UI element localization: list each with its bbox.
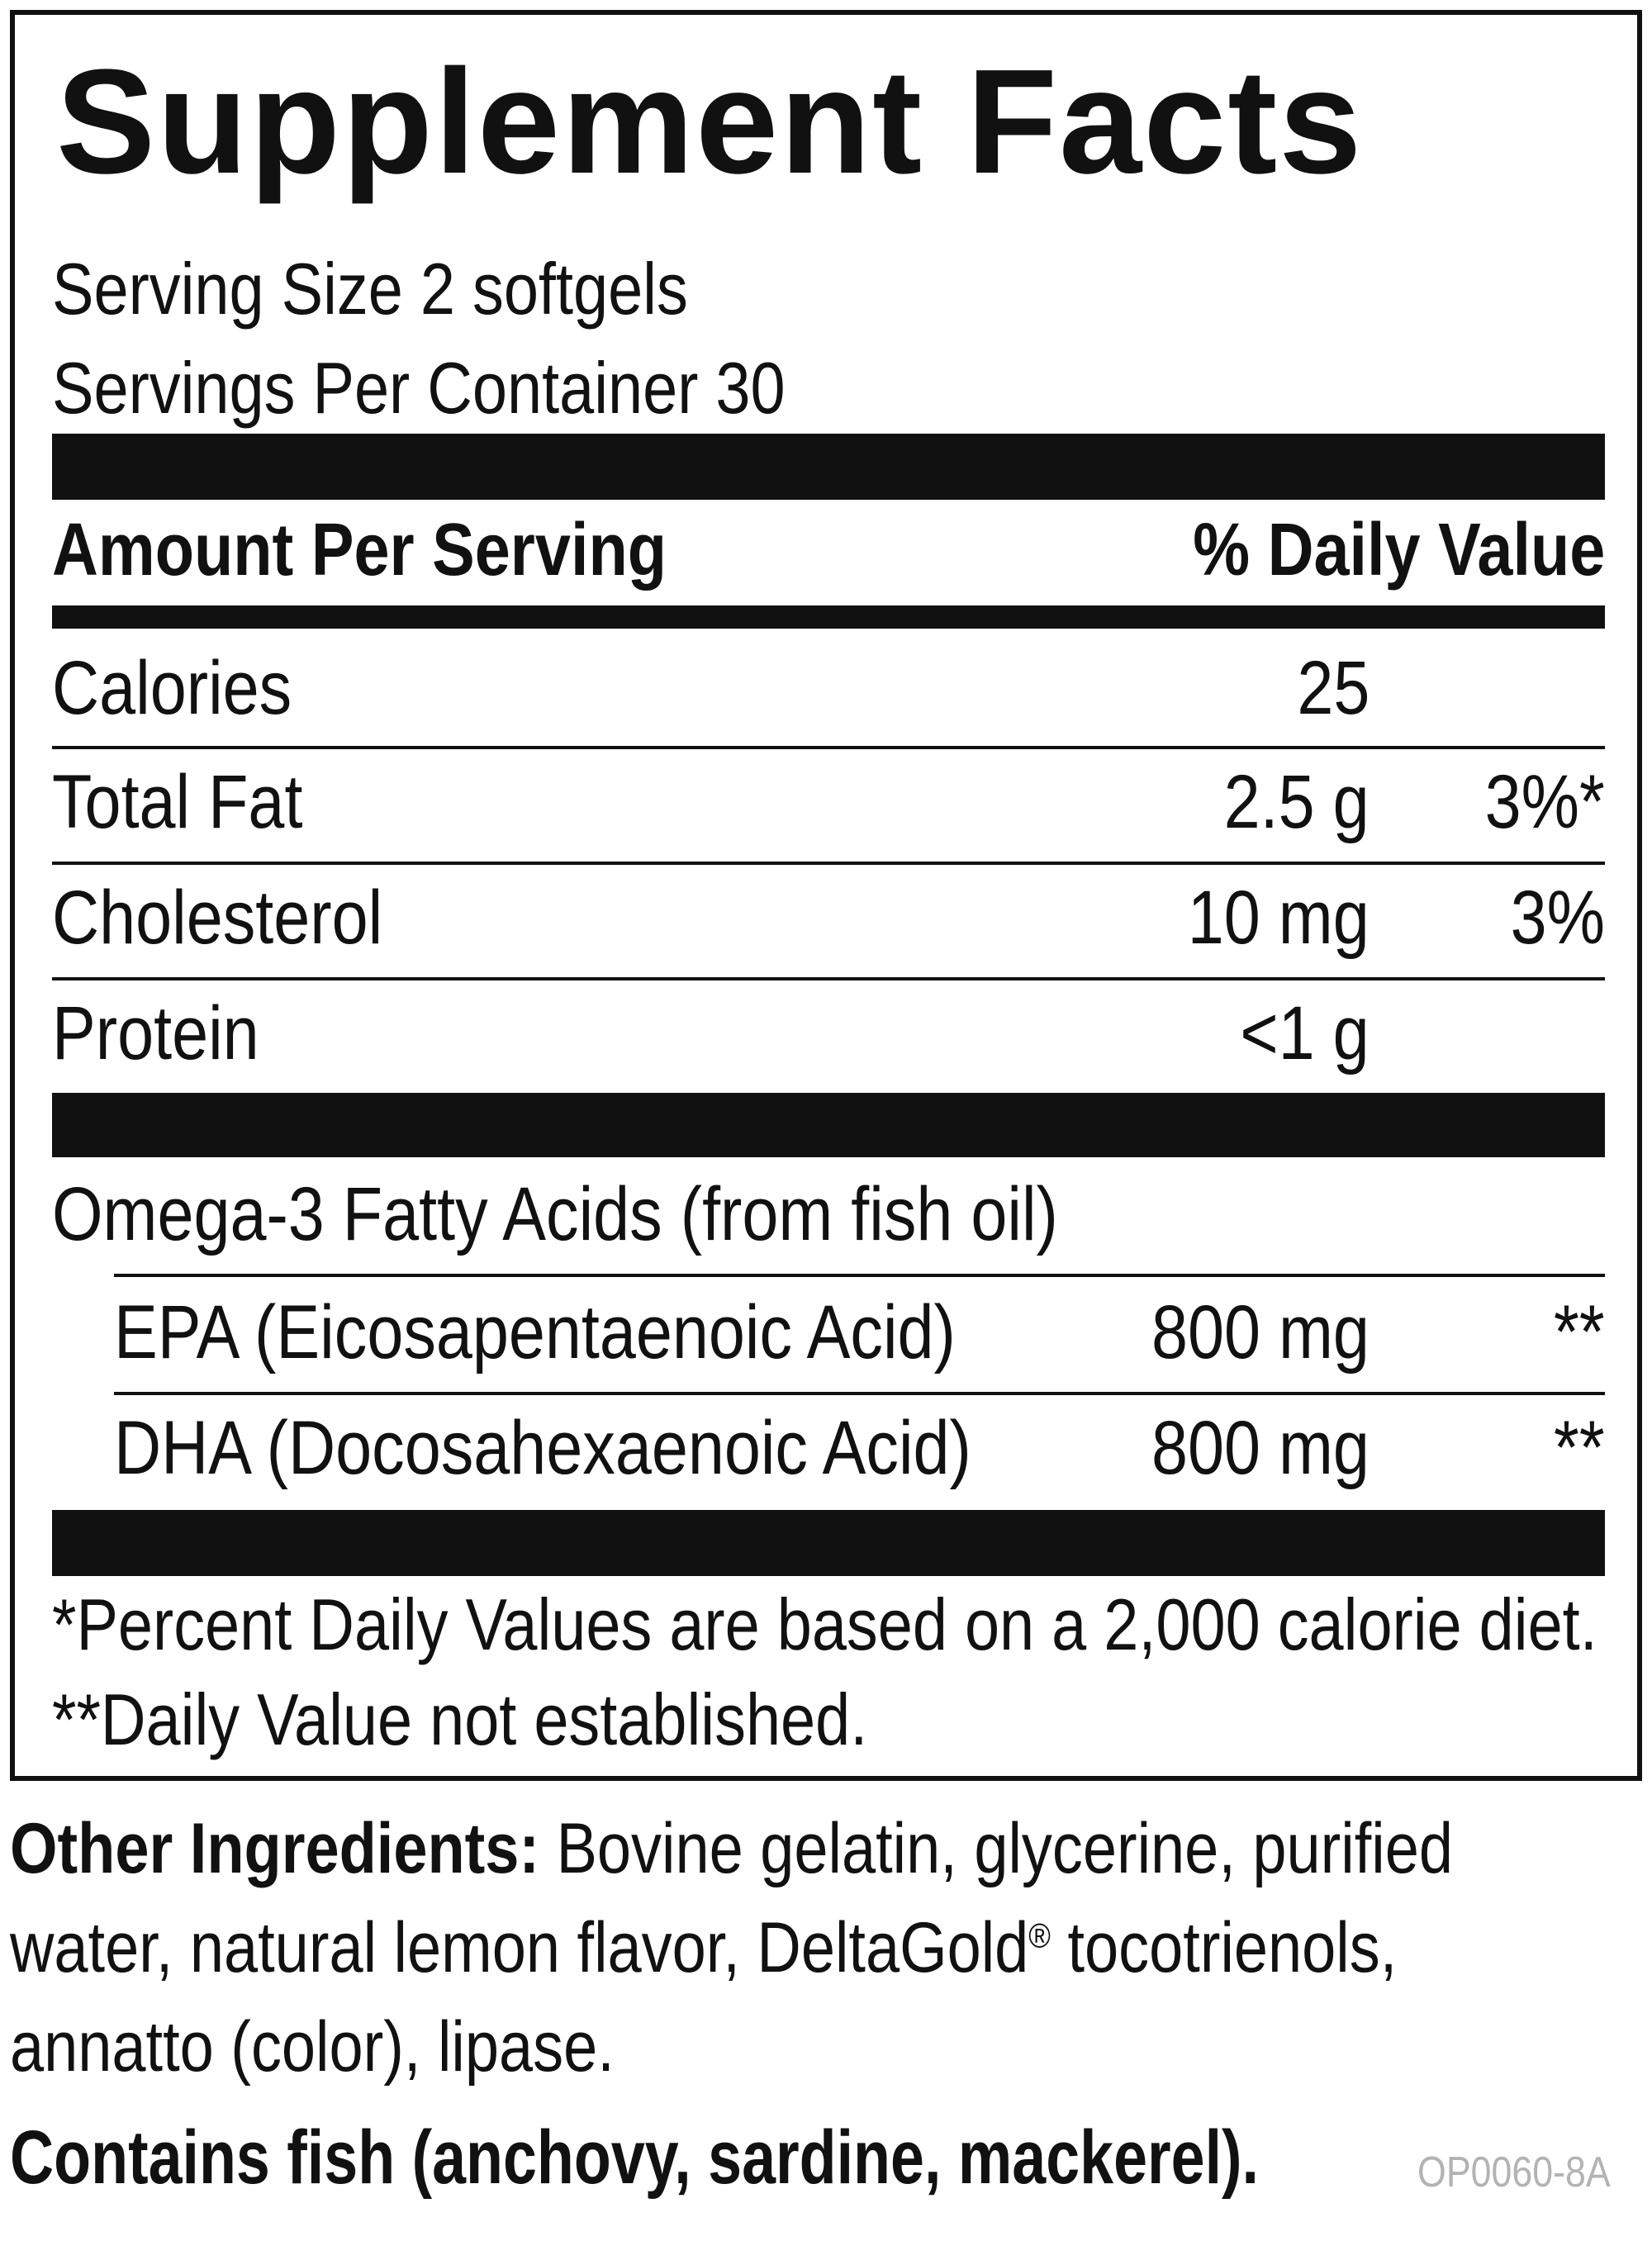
nutrient-amount: 800 mg <box>1151 1290 1370 1375</box>
nutrient-daily-value: ** <box>1554 1290 1605 1375</box>
amount-per-serving-label: Amount Per Serving <box>52 509 667 591</box>
servings-per-container: Servings Per Container 30 <box>52 347 786 429</box>
nutrient-daily-value: 3%* <box>1484 760 1605 844</box>
footnote-daily-value-basis: *Percent Daily Values are based on a 2,000 calorie diet. <box>52 1583 1597 1665</box>
nutrient-name: Total Fat <box>52 760 303 844</box>
column-header-row <box>52 501 1605 600</box>
thick-divider <box>52 1093 1605 1157</box>
row-divider <box>52 977 1605 980</box>
nutrient-name: EPA (Eicosapentaenoic Acid) <box>114 1290 956 1375</box>
nutrient-daily-value: ** <box>1554 1406 1605 1490</box>
panel-title: Supplement Facts <box>56 39 1364 205</box>
nutrient-name: DHA (Docosahexaenoic Acid) <box>114 1406 971 1490</box>
row-divider <box>52 746 1605 749</box>
nutrient-row-epa <box>52 1283 1605 1382</box>
other-ingredients-text-continued: tocotrienols, annatto (color), lipase. <box>10 1908 1398 2087</box>
nutrient-row-total-fat <box>52 753 1605 852</box>
row-divider <box>114 1392 1605 1395</box>
nutrient-name: Protein <box>52 991 259 1075</box>
omega-3-header: Omega-3 Fatty Acids (from fish oil) <box>52 1172 1058 1256</box>
daily-value-label: % Daily Value <box>1192 509 1605 591</box>
other-ingredients <box>10 1799 1559 2096</box>
medium-divider <box>52 605 1605 629</box>
footnote-not-established: **Daily Value not established. <box>52 1678 868 1760</box>
serving-size: Serving Size 2 softgels <box>52 248 688 330</box>
nutrient-amount: <1 g <box>1240 991 1370 1075</box>
nutrient-row-dha <box>52 1398 1605 1498</box>
nutrient-amount: 10 mg <box>1188 876 1370 960</box>
nutrient-row-protein <box>52 984 1605 1083</box>
row-divider <box>52 862 1605 865</box>
nutrient-daily-value: 3% <box>1510 876 1605 960</box>
label-code: OP0060-8A <box>1417 2148 1611 2196</box>
omega-3-header-row <box>52 1165 1605 1264</box>
nutrient-row-cholesterol <box>52 868 1605 967</box>
nutrient-amount: 2.5 g <box>1224 760 1370 844</box>
registered-trademark-mark: ® <box>1028 1916 1051 1955</box>
nutrient-row-calories <box>52 639 1605 738</box>
supplement-facts-panel <box>10 10 1642 1781</box>
nutrient-name: Calories <box>52 646 292 730</box>
thick-divider <box>52 1510 1605 1576</box>
nutrient-amount: 800 mg <box>1151 1406 1370 1490</box>
allergen-statement: Contains fish (anchovy, sardine, mackerel). <box>10 2115 1259 2200</box>
nutrient-amount: 25 <box>1296 646 1370 730</box>
nutrient-name: Cholesterol <box>52 876 383 960</box>
thick-divider <box>52 434 1605 500</box>
other-ingredients-text: Bovine gelatin, glycerine, purified water, natural lemon flavor, DeltaGold <box>10 1809 1453 1987</box>
row-divider <box>114 1274 1605 1277</box>
other-ingredients-label: Other Ingredients: <box>10 1809 540 1888</box>
